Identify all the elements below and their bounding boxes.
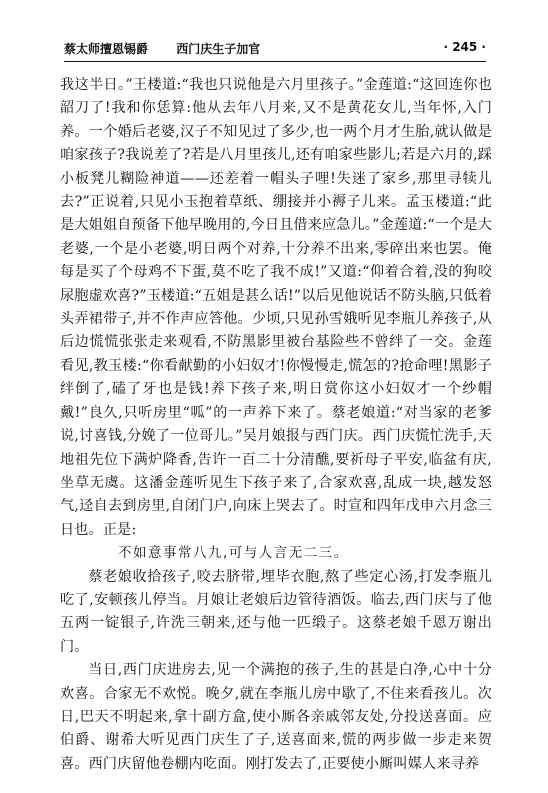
header-rule <box>64 61 486 62</box>
body-paragraph: 蔡老娘收拾孩子,咬去脐带,埋毕衣胞,熬了些定心汤,打发李瓶儿吃了,安顿孩儿停当。月娘让老娘后边管待酒饭。临去,西门庆与了他五两一锭银子,许洗三朝来,还与他一匹缎子。这蔡老娘千恩万谢出门。 <box>60 568 492 655</box>
running-header <box>64 40 486 62</box>
body-paragraph: 当日,西门庆进房去,见一个满抱的孩子,生的甚是白净,心中十分欢喜。合家无不欢悦。晚夕,就在李瓶儿房中歇了,不住来看孩儿。次日,巴天不明起来,拿十副方盒,使小厮各亲戚邻友处,分投送喜面。应伯爵、谢希大听见西门庆生了子,送喜面来,慌的两步做一步走来贺喜。西门庆留他卷棚内吃面。刚打发去了,正要使小厮叫媒人来寻养 <box>60 662 492 772</box>
verse-line: 不如意事常八九,可与人言无二三。 <box>118 545 349 562</box>
header-book-title: 蔡太师擅恩锡爵 <box>64 42 149 56</box>
header-titles <box>64 40 260 57</box>
page-body <box>60 74 492 776</box>
header-chapter-title: 西门庆生子加官 <box>176 42 261 56</box>
page-number: · 245 · <box>443 40 486 54</box>
body-paragraph: 我这半日。”王楼道:“我也只说他是六月里孩子。”金莲道:“这回连你也韶刀了!我和你恁算:他从去年八月来,又不是黄花女儿,当年怀,入门养。一个婚后老婆,汉子不知见过了多少,也一两个月才生胎,就认做是咱家孩子?我说差了?若是八月里孩儿,还有咱家些影儿;若是六月的,踩小板凳儿糊险神道——还差着一帽头子哩!失迷了家乡,那里寻犊儿去?”正说着,只见小玉抱着草纸、绷接并小褥子儿来。孟玉楼道:“此是大姐姐自预备下他早晚用的,今日且借来应急儿。”金莲道:“一个是大老婆,一个是小老婆,明日两个对养,十分养不出来,零碎出来也罢。俺每是买了个母鸡不下蛋,莫不吃了我不成!”又道:“仰着合着,没的狗咬尿胞虚欢喜?”玉楼道:“五姐是甚么话!”以后见他说话不防头脑,只低着头弄裙带子,并不作声应答他。少顷,只见孙雪娥听见李瓶儿养孩子,从后边慌慌张张走来观看,不防黑影里被台基险些不曾绊了一交。金莲看见,教玉楼:“你看献勤的小妇奴才!你慢慢走,慌怎的?抢命哩!黑影子绊倒了,磕了牙也是钱!养下孩子来,明日赏你这小妇奴才一个纱帽戴!”良久,只听房里“呱”的一声养下来了。蔡老娘道:“对当家的老爹说,讨喜钱,分娩了一位哥儿。”吴月娘报与西门庆。西门庆慌忙洗手,天地祖先位下满炉降香,告许一百二十分清醮,要祈母子平安,临盆有庆,坐草无虞。这潘金莲听见生下孩子来了,合家欢喜,乱成一块,越发怒气,迳自去到房里,自闭门户,向床上哭去了。时宣和四年戊申六月念三日也。正是: <box>60 77 492 538</box>
